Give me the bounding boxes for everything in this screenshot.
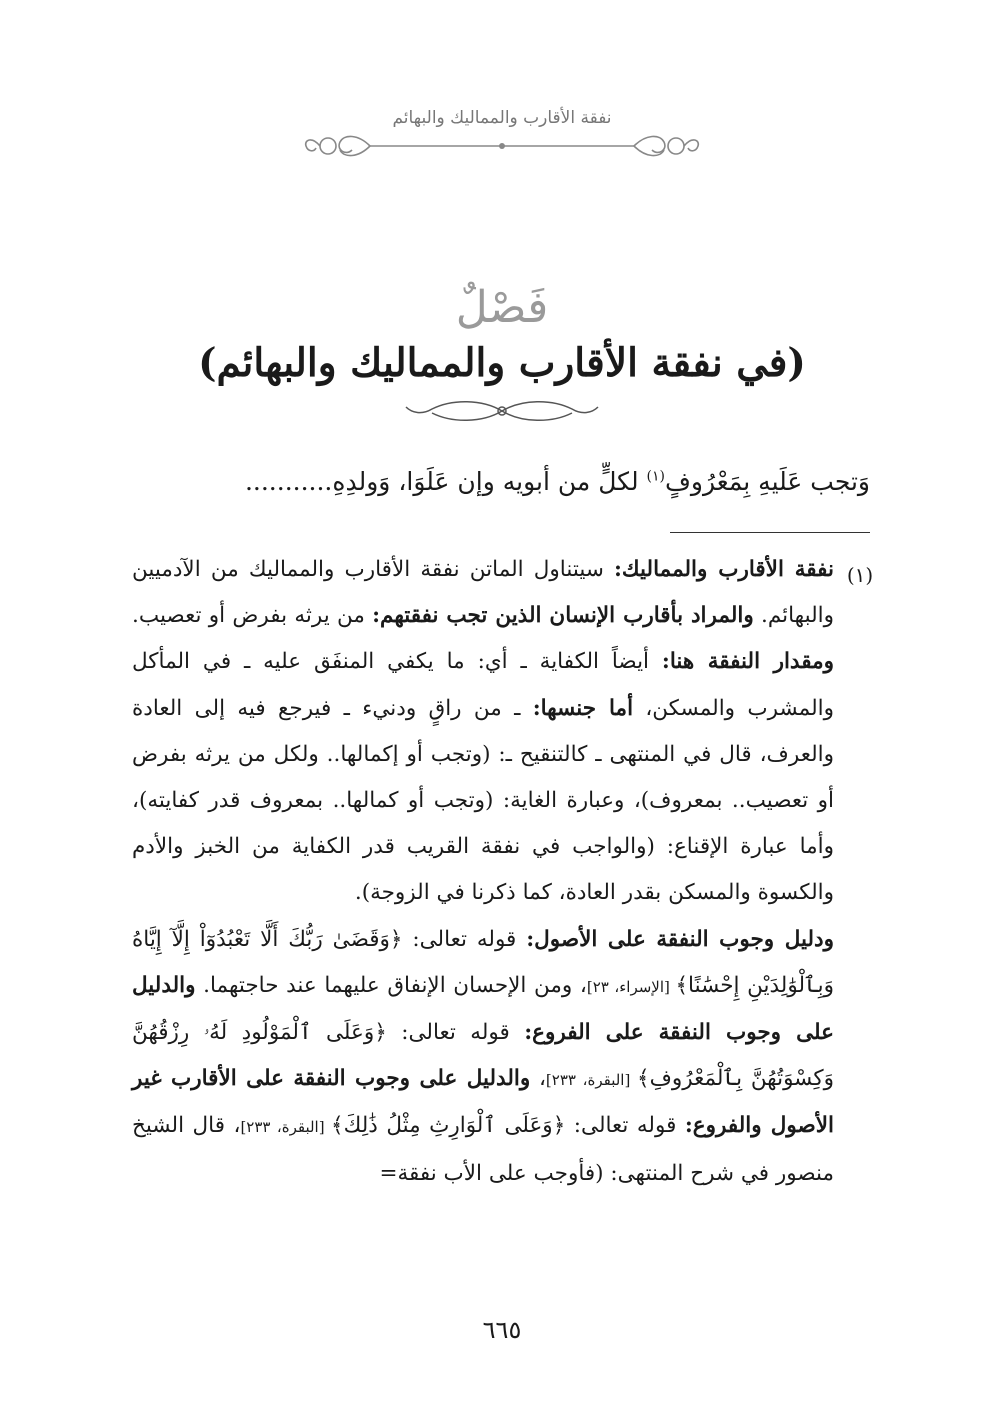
footnote-paragraph-1 [132, 547, 834, 917]
bold-heading: ومقدار النفقة هنا: [661, 649, 834, 675]
bold-heading: والمراد بأقارب الإنسان الذين تجب نفقتهم: [372, 603, 754, 629]
bold-heading: أما جنسها: [532, 695, 634, 721]
page-number: ٦٦٥ [482, 1316, 522, 1344]
footnote-text: قوله تعالى: [402, 926, 527, 952]
verse-reference: [البقرة، ٢٣٣] [240, 1118, 331, 1137]
title-ornament [402, 397, 602, 425]
verse-reference: [البقرة، ٢٣٣] [545, 1071, 637, 1090]
header-ornament [300, 128, 704, 164]
footnote-text: من يرثه بفرض أو تعصيب. [132, 603, 373, 629]
running-header: نفقة الأقارب والمماليك والبهائم [392, 108, 612, 128]
bold-heading: والدليل على وجوب النفقة على الفروع: [132, 972, 834, 1046]
matn-line [135, 462, 870, 502]
footnote-separator [670, 532, 870, 533]
footnote-number: (١) [846, 563, 874, 587]
footnote-text: قوله تعالى: [386, 1020, 525, 1046]
verse-reference: [الإسراء، ٢٣] [586, 977, 676, 996]
footnote-text: أيضاً الكفاية ـ أي: ما يكفي المنفَق عليه ـ في المأكل والمشرب والمسكن، [132, 649, 834, 721]
footnote-paragraph-2 [132, 917, 834, 1197]
bold-heading: والدليل على وجوب النفقة على الأقارب غير الأصول والفروع: [132, 1066, 834, 1139]
footnote-marker[interactable]: (١) [646, 468, 665, 485]
matn-dots: ........... [244, 467, 333, 496]
quran-verse: ﴿وَقَضَىٰ رَبُّكَ أَلَّا تَعْبُدُوٓاْ إِلَّآ إِيَّاهُ وَبِٱلْوَٰلِدَيْنِ إِحْسَٰنًا﴾ [132, 926, 834, 998]
footnote-text: ـ من راقٍ ودنيء ـ فيرجع فيه إلى العادة والعرف، قال في المنتهى ـ كالتنقيح ـ: (وتجب أو إكمالها.. ولكل من يرثه بفرض أو تعصيب.. بمعروف)، وعبارة الغاية: (وتجب أو كمالها.. بمعروف قدر كفايته)، وأما عبارة الإقناع: (والواجب في نفقة القريب قدر الكفاية من الخبز والأدم والكسوة والمسكن بقدر العادة، كما ذكرنا في الزوجة). [132, 695, 834, 906]
matn-text-1: وَتجب عَلَيهِ بِمَعْرُوفٍ [664, 467, 870, 496]
section-word: فَصْلٌ [455, 282, 549, 333]
footnote-text: ، [530, 1066, 546, 1092]
footnote-text: ، ومن الإحسان الإنفاق عليهما عند حاجتهما. [195, 972, 587, 998]
section-title: (في نفقة الأقارب والمماليك والبهائم) [198, 340, 806, 386]
footnote-text: سيتناول الماتن نفقة الأقارب والمماليك من الآدميين والبهائم. [132, 557, 834, 629]
matn-text-2: لكلٍّ من أبويه وإن عَلَوَا، وَولدِهِ [332, 467, 647, 496]
bold-heading: نفقة الأقارب والمماليك: [614, 557, 834, 582]
quran-verse: ﴿وَعَلَى ٱلْوَارِثِ مِثْلُ ذَٰلِكَ﴾ [331, 1113, 566, 1139]
quran-verse: ﴿وَعَلَى ٱلْمَوْلُودِ لَهُۥ رِزْقُهُنَّ وَكِسْوَتُهُنَّ بِٱلْمَعْرُوفِ﴾ [132, 1020, 834, 1092]
footnote-body [132, 547, 834, 1197]
footnote-text: قوله تعالى: [565, 1113, 685, 1139]
footnote-text: ، قال الشيخ منصور في شرح المنتهى: (فأوجب على الأب نفقة= [132, 1113, 834, 1186]
bold-heading: ودليل وجوب النفقة على الأصول: [526, 926, 834, 952]
